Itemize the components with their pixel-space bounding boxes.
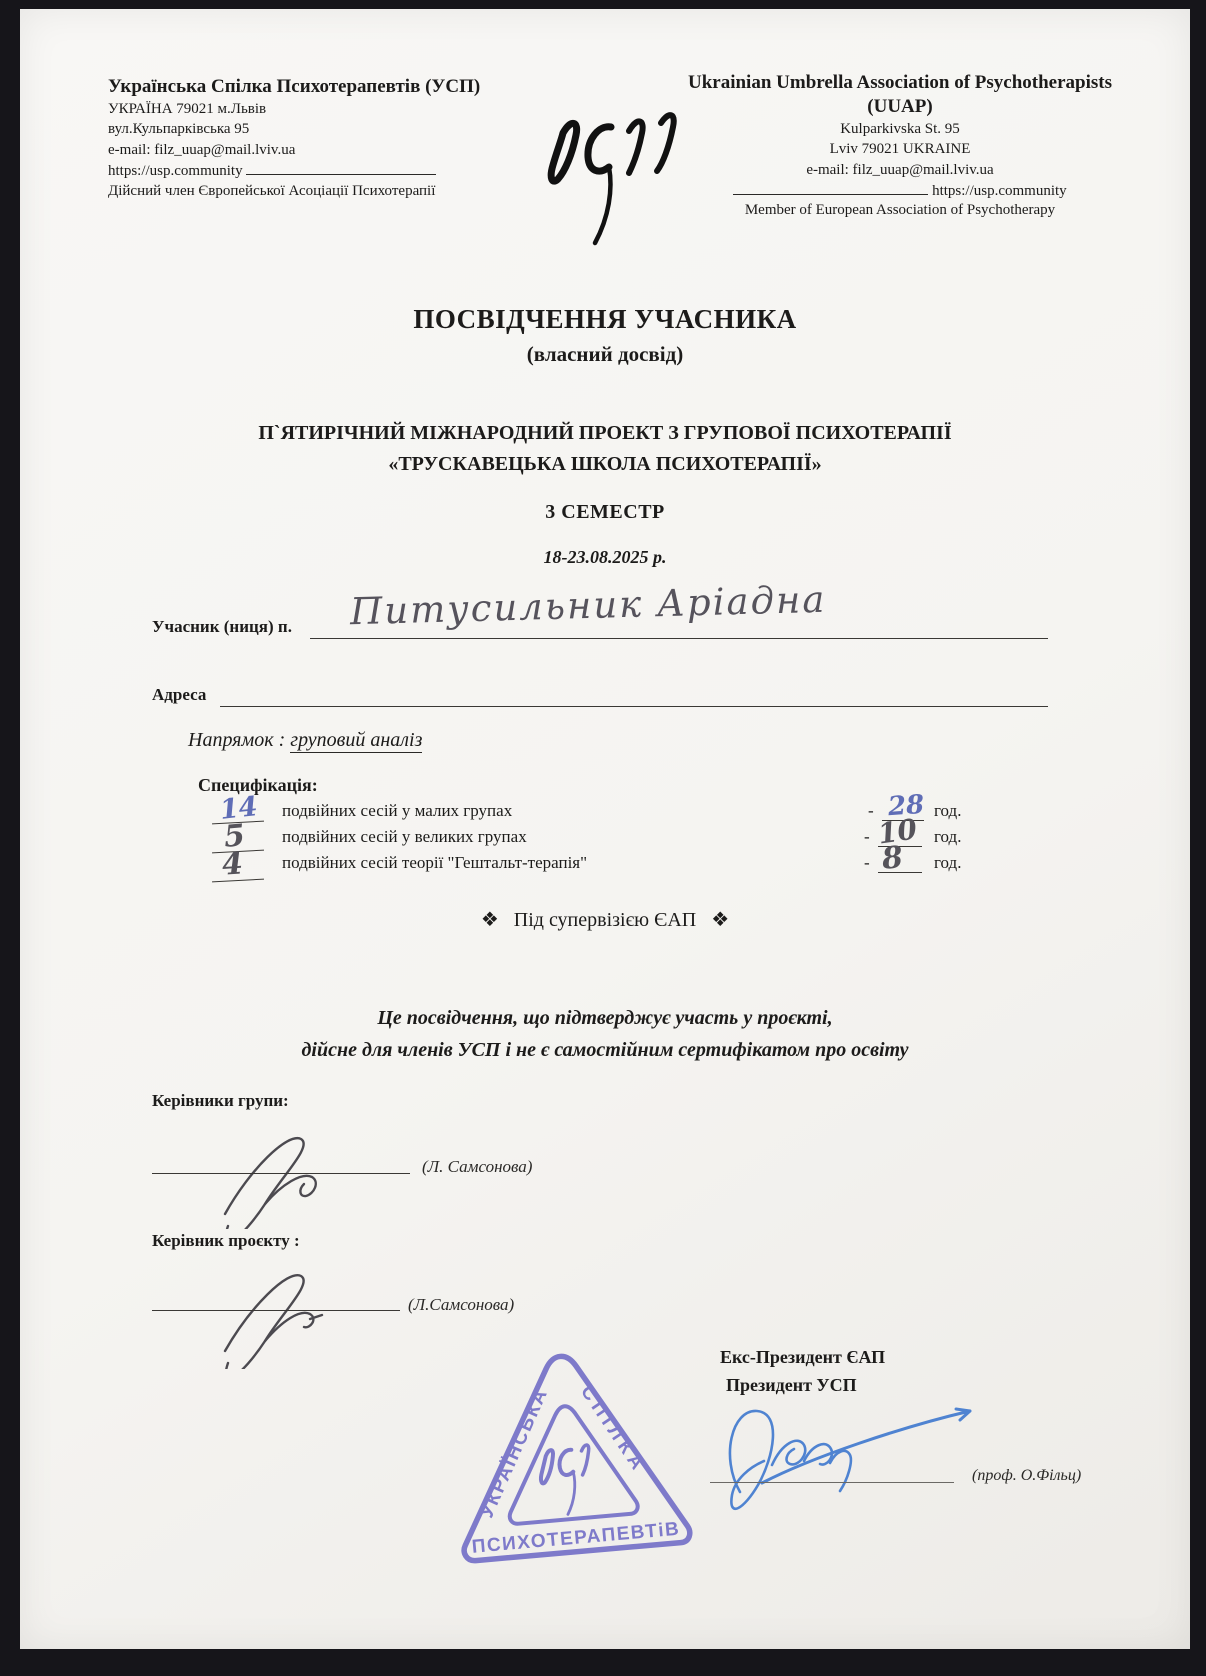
stamp-text-right: СПІЛКА (576, 1381, 651, 1478)
spec-unit: год. (934, 827, 962, 846)
direction-value: груповий аналіз (290, 729, 423, 751)
group-leader-caption: (Л. Самсонова) (422, 1157, 533, 1176)
participant-name-handwritten: Питусильник Аріадна (349, 577, 827, 634)
group-leaders-label: Керівники групи: (152, 1091, 289, 1110)
blank-underline (246, 161, 436, 175)
spec-unit: год. (934, 801, 962, 820)
diamond-icon: ❖ (480, 909, 499, 931)
specification-heading: Специфікація: (198, 775, 318, 795)
org-title-en: Ukrainian Umbrella Association of Psychotherapists (UUAP) (687, 72, 1112, 117)
president-title-line1: Екс-Президент ЄАП (720, 1347, 886, 1367)
president-signature (702, 1387, 1012, 1537)
certificate-subtitle: (власний досвід) (526, 342, 684, 366)
spec-hours-line (878, 871, 922, 873)
certificate-page (20, 9, 1190, 1649)
spec-hours-handwritten: 10 (875, 812, 920, 851)
org-email-line: e-mail: filz_uuap@mail.lviv.ua (806, 161, 994, 178)
blank-underline (733, 181, 928, 195)
org-site-line: https://usp.community (680, 181, 1120, 202)
direction-label: Напрямок : (188, 729, 286, 751)
statement-line2: дійсне для членів УСП і не є самостійним сертифікатом про освіту (301, 1039, 909, 1061)
usp-stamp-icon (425, 1333, 716, 1606)
supervision-line (20, 907, 1190, 932)
org-member-line-en: Member of European Association of Psychotherapy (744, 202, 1056, 219)
supervision-text: Під супервізією ЄАП (513, 909, 697, 931)
project-leader-label: Керівник проєкту : (152, 1231, 300, 1250)
project-title-line2: «ТРУСКАВЕЦЬКА ШКОЛА ПСИХОТЕРАПІЇ» (388, 453, 822, 475)
spec-hours-handwritten: 28 (886, 789, 926, 823)
address-line (220, 705, 1048, 707)
signature-line (710, 1481, 954, 1483)
spec-row-text: подвійних сесій у малих групах (282, 801, 513, 820)
project-title-line1: П`ЯТИРІЧНИЙ МІЖНАРОДНИЙ ПРОЕКТ З ГРУПОВОЇ ПСИХОТЕРАПІЇ (258, 422, 952, 444)
spec-count-handwritten: 4 (220, 846, 245, 883)
stamp-text-bottom: ПСИХОТЕРАПЕВТіВ (470, 1518, 682, 1558)
spec-count-handwritten: 5 (222, 818, 247, 855)
direction-row (188, 729, 422, 752)
org-block-ukrainian (108, 75, 508, 200)
spec-dash: - (864, 827, 870, 846)
diamond-icon: ❖ (711, 909, 730, 931)
dates-line: 18-23.08.2025 р. (543, 547, 667, 567)
spec-row-text: подвійних сесій теорії "Гештальт-терапія" (282, 853, 588, 872)
stamp-text-left: УКРАЇНСЬКА (476, 1384, 553, 1522)
org-address-line: Lviv 79021 UKRAINE (829, 141, 971, 158)
semester-line: 3 СЕМЕСТР (545, 501, 665, 523)
signature-line (152, 1309, 400, 1311)
signature-line (152, 1172, 410, 1174)
certificate-title: ПОСВІДЧЕННЯ УЧАСНИКА (413, 304, 797, 334)
org-address-line: вул.Кульпарківська 95 (108, 121, 250, 138)
statement-line1: Це посвідчення, що підтверджує участь у проєкті, (377, 1007, 833, 1029)
spec-hours-handwritten: 8 (880, 840, 905, 877)
org-email-line: e-mail: filz_uuap@mail.lviv.ua (108, 142, 296, 159)
org-title-ua: Українська Спілка Психотерапевтів (УСП) (108, 76, 481, 97)
org-member-line-ua: Дійсний член Європейської Асоціації Психотерапії (108, 182, 436, 199)
address-label: Адреса (152, 685, 207, 704)
org-block-english (680, 71, 1120, 219)
org-address-line: Kulparkivska St. 95 (840, 120, 960, 137)
usp-logo-icon (525, 105, 695, 255)
spec-dash: - (864, 853, 870, 872)
spec-unit: год. (934, 853, 962, 872)
spec-row-text: подвійних сесій у великих групах (282, 827, 527, 846)
president-title-line2: Президент УСП (726, 1375, 857, 1395)
spec-dash: - (868, 801, 874, 820)
participant-line (310, 637, 1048, 639)
participant-label: Учасник (ниця) п. (152, 617, 292, 636)
org-site-line: https://usp.community (108, 161, 508, 182)
president-caption: (проф. О.Фільц) (972, 1467, 1082, 1484)
spec-count-handwritten: 14 (218, 791, 260, 826)
org-address-line: УКРАЇНА 79021 м.Львів (108, 100, 267, 117)
project-leader-caption: (Л.Самсонова) (408, 1295, 515, 1314)
